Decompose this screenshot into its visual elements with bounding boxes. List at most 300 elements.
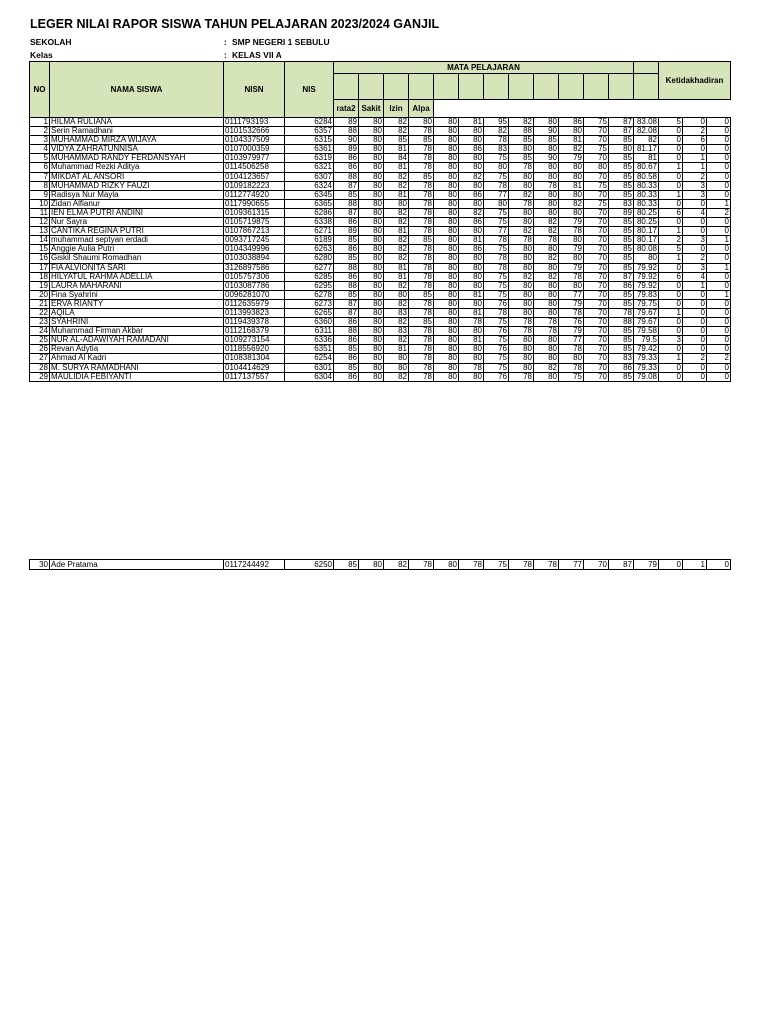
sick-count: 0: [659, 218, 683, 227]
subject-score: 78: [509, 372, 534, 381]
sick-count: 1: [659, 227, 683, 236]
table-row: [30, 281, 731, 290]
sick-count: 0: [659, 327, 683, 336]
subject-score: 85: [409, 172, 434, 181]
subject-score: 85: [509, 136, 534, 145]
subject-score: 80: [434, 354, 459, 363]
col-name-header: NAMA SISWA: [50, 62, 224, 118]
subject-score: 85: [609, 254, 634, 263]
subject-score: 80: [509, 218, 534, 227]
subject-score: 82: [384, 336, 409, 345]
subject-score: 70: [584, 263, 609, 272]
permit-count: 2: [683, 172, 707, 181]
subject-header-cell: [534, 74, 559, 100]
absent-count: 0: [707, 227, 731, 236]
subject-score: 89: [334, 227, 359, 236]
subject-score: 80: [459, 254, 484, 263]
subject-score: 86: [609, 281, 634, 290]
subject-score: 85: [509, 154, 534, 163]
student-name: Muhammad Rezki Aditya: [50, 163, 224, 172]
subject-score: 80: [484, 199, 509, 208]
permit-count: 1: [683, 281, 707, 290]
subject-score: 80: [459, 299, 484, 308]
subject-score: 75: [484, 218, 509, 227]
student-nisn: 0114506258: [224, 163, 285, 172]
student-nis: 6280: [285, 254, 334, 263]
permit-count: 3: [683, 263, 707, 272]
subject-score: 70: [584, 136, 609, 145]
subject-score: 85: [609, 181, 634, 190]
row-number: 2: [30, 127, 50, 136]
subject-score: 85: [609, 327, 634, 336]
permit-count: 0: [683, 199, 707, 208]
subject-score: 80: [509, 345, 534, 354]
student-nisn: 0113993823: [224, 308, 285, 317]
subject-score: 85: [609, 172, 634, 181]
sick-count: 2: [659, 236, 683, 245]
subject-score: 80: [534, 208, 559, 217]
table-row: [30, 336, 731, 345]
student-name: MIKDAT AL ANSORI: [50, 172, 224, 181]
student-nisn: 3126897586: [224, 263, 285, 272]
permit-count: 2: [683, 127, 707, 136]
average-score: 79.75: [634, 299, 659, 308]
permit-count: 0: [683, 218, 707, 227]
student-nis: 6351: [285, 345, 334, 354]
class-value: KELAS VII A: [232, 50, 282, 60]
subject-score: 78: [459, 560, 484, 570]
student-nisn: 0101532666: [224, 127, 285, 136]
sick-count: 5: [659, 245, 683, 254]
subject-score: 81: [384, 263, 409, 272]
subject-score: 90: [534, 127, 559, 136]
subject-score: 80: [359, 190, 384, 199]
subject-score: 81: [459, 290, 484, 299]
subject-score: 78: [409, 208, 434, 217]
subject-header-cell: [484, 74, 509, 100]
subject-score: 75: [484, 318, 509, 327]
row-number: 23: [30, 318, 50, 327]
subject-score: 80: [359, 136, 384, 145]
sick-count: 0: [659, 145, 683, 154]
subjects-header: MATA PELAJARAN: [334, 62, 634, 74]
subject-score: 87: [334, 181, 359, 190]
student-name: NUR AL-ADAWIYAH RAMADANI: [50, 336, 224, 345]
subject-score: 85: [334, 254, 359, 263]
subject-score: 89: [334, 145, 359, 154]
subject-score: 87: [609, 127, 634, 136]
subject-score: 85: [334, 560, 359, 570]
student-name: Muhammad Firman Akbar: [50, 327, 224, 336]
subject-score: 82: [384, 299, 409, 308]
subject-score: 79: [559, 299, 584, 308]
subject-score: 87: [334, 299, 359, 308]
average-score: 79.08: [634, 372, 659, 381]
subject-score: 70: [584, 560, 609, 570]
subject-score: 88: [334, 199, 359, 208]
subject-score: 80: [459, 281, 484, 290]
table-row: [30, 236, 731, 245]
subject-score: 80: [434, 318, 459, 327]
subject-score: 78: [509, 199, 534, 208]
student-name: MUHAMMAD RANDY FERDANSYAH: [50, 154, 224, 163]
col-sick-header: Sakit: [359, 100, 384, 118]
table-row: [30, 145, 731, 154]
subject-score: 75: [584, 118, 609, 127]
subject-score: 80: [359, 172, 384, 181]
student-name: MUHAMMAD MIRZA WIJAYA: [50, 136, 224, 145]
subject-score: 80: [434, 118, 459, 127]
subject-score: 80: [434, 245, 459, 254]
subject-score: 80: [434, 272, 459, 281]
permit-count: 0: [683, 318, 707, 327]
permit-count: 3: [683, 181, 707, 190]
sick-count: 0: [659, 154, 683, 163]
subject-score: 70: [584, 336, 609, 345]
absent-count: 0: [707, 281, 731, 290]
student-name: MAULIDIA FEBIYANTI: [50, 372, 224, 381]
permit-count: 1: [683, 560, 707, 570]
student-name: Revan Adytia: [50, 345, 224, 354]
student-nis: 6273: [285, 299, 334, 308]
table-row: [30, 218, 731, 227]
table-row: [30, 190, 731, 199]
subject-score: 85: [384, 136, 409, 145]
sick-count: 1: [659, 354, 683, 363]
student-nisn: 0109273154: [224, 336, 285, 345]
student-nisn: 0109182223: [224, 181, 285, 190]
subject-score: 80: [359, 218, 384, 227]
subject-score: 87: [334, 208, 359, 217]
table-row: [30, 327, 731, 336]
table-row: [30, 263, 731, 272]
sick-count: 0: [659, 172, 683, 181]
subject-score: 78: [559, 363, 584, 372]
subject-score: 80: [434, 154, 459, 163]
sick-count: 0: [659, 181, 683, 190]
student-nisn: 0117244492: [224, 560, 285, 570]
subject-score: 87: [609, 560, 634, 570]
subject-score: 88: [509, 127, 534, 136]
table-row: [30, 354, 731, 363]
col-permit-header: Izin: [384, 100, 409, 118]
subject-score: 80: [434, 218, 459, 227]
table-row: [30, 345, 731, 354]
absent-count: 0: [707, 190, 731, 199]
student-name: AQILA: [50, 308, 224, 317]
subject-score: 80: [509, 245, 534, 254]
subject-score: 80: [459, 163, 484, 172]
subject-score: 70: [584, 299, 609, 308]
row-number: 21: [30, 299, 50, 308]
average-score: 80.17: [634, 236, 659, 245]
school-label: SEKOLAH: [30, 37, 72, 47]
subject-score: 75: [584, 199, 609, 208]
sick-count: 1: [659, 254, 683, 263]
subject-score: 85: [609, 154, 634, 163]
subject-score: 78: [534, 327, 559, 336]
subject-score: 86: [334, 372, 359, 381]
student-nisn: 0103979977: [224, 154, 285, 163]
student-nisn: 0107867213: [224, 227, 285, 236]
subject-score: 78: [409, 154, 434, 163]
subject-score: 80: [434, 127, 459, 136]
subject-header-cell: [559, 74, 584, 100]
subject-score: 80: [459, 136, 484, 145]
average-score: 79.92: [634, 281, 659, 290]
student-nis: 6301: [285, 363, 334, 372]
subject-score: 70: [584, 327, 609, 336]
subject-score: 78: [484, 254, 509, 263]
table-row: [30, 290, 731, 299]
subject-score: 82: [384, 236, 409, 245]
sick-count: 0: [659, 372, 683, 381]
subject-score: 78: [409, 181, 434, 190]
subject-score: 85: [334, 190, 359, 199]
row-number: 20: [30, 290, 50, 299]
student-nisn: 0096281070: [224, 290, 285, 299]
subject-score: 80: [484, 163, 509, 172]
subject-score: 70: [584, 254, 609, 263]
sick-count: 3: [659, 336, 683, 345]
table-row: [30, 254, 731, 263]
subject-header-cell: [584, 74, 609, 100]
subject-score: 80: [359, 154, 384, 163]
subject-score: 80: [534, 372, 559, 381]
row-number: 26: [30, 345, 50, 354]
subject-score: 85: [609, 299, 634, 308]
subject-score: 80: [534, 199, 559, 208]
subject-score: 80: [359, 345, 384, 354]
student-nisn: 0105757306: [224, 272, 285, 281]
subject-score: 82: [534, 218, 559, 227]
subject-score: 81: [459, 236, 484, 245]
subject-score: 81: [384, 163, 409, 172]
sick-count: 0: [659, 318, 683, 327]
subject-score: 78: [509, 236, 534, 245]
subject-score: 80: [534, 308, 559, 317]
subject-score: 80: [434, 363, 459, 372]
student-nisn: 0093717245: [224, 236, 285, 245]
student-nis: 6285: [285, 272, 334, 281]
sick-count: 1: [659, 190, 683, 199]
row-number: 29: [30, 372, 50, 381]
row-number: 18: [30, 272, 50, 281]
average-score: 79.92: [634, 263, 659, 272]
absent-count: 0: [707, 154, 731, 163]
subject-score: 80: [459, 327, 484, 336]
student-name: Giskil Shaumi Romadhan: [50, 254, 224, 263]
row-number: 4: [30, 145, 50, 154]
subject-score: 78: [409, 245, 434, 254]
subject-score: 80: [509, 181, 534, 190]
student-nisn: 0109361315: [224, 208, 285, 217]
subject-score: 85: [334, 345, 359, 354]
subject-score: 78: [559, 345, 584, 354]
subject-score: 80: [534, 290, 559, 299]
subject-score: 80: [584, 163, 609, 172]
permit-count: 0: [683, 327, 707, 336]
subject-score: 78: [409, 345, 434, 354]
subject-score: 80: [534, 118, 559, 127]
subject-score: 85: [334, 363, 359, 372]
subject-score: 80: [359, 363, 384, 372]
absent-count: 0: [707, 299, 731, 308]
subject-score: 83: [384, 308, 409, 317]
student-nis: 6338: [285, 218, 334, 227]
subject-score: 82: [384, 172, 409, 181]
subject-score: 80: [559, 281, 584, 290]
subject-score: 80: [434, 299, 459, 308]
subject-score: 70: [584, 218, 609, 227]
absent-count: 2: [707, 208, 731, 217]
subject-score: 80: [359, 227, 384, 236]
student-nis: 6311: [285, 327, 334, 336]
row-number: 7: [30, 172, 50, 181]
subject-score: 80: [434, 372, 459, 381]
row-number: 15: [30, 245, 50, 254]
subject-score: 80: [459, 227, 484, 236]
subject-score: 80: [509, 145, 534, 154]
subject-score: 80: [359, 145, 384, 154]
permit-count: 0: [683, 308, 707, 317]
subject-score: 80: [559, 127, 584, 136]
average-score: 80.33: [634, 199, 659, 208]
average-score: 82.08: [634, 127, 659, 136]
student-name: SYAHRINI: [50, 318, 224, 327]
student-name: CANTIKA REGINA PUTRI: [50, 227, 224, 236]
subject-score: 82: [534, 254, 559, 263]
table-row: [30, 227, 731, 236]
class-label: Kelas: [30, 50, 53, 60]
subject-score: 79: [559, 245, 584, 254]
average-score: 79.67: [634, 318, 659, 327]
subject-score: 78: [409, 227, 434, 236]
subject-score: 85: [534, 136, 559, 145]
permit-count: 0: [683, 227, 707, 236]
subject-score: 78: [409, 281, 434, 290]
subject-score: 80: [534, 263, 559, 272]
student-name: HILYATUL RAHMA ADELLIA: [50, 272, 224, 281]
student-nisn: 0103087786: [224, 281, 285, 290]
student-nis: 6189: [285, 236, 334, 245]
subject-score: 89: [334, 118, 359, 127]
subject-score: 70: [584, 318, 609, 327]
subject-score: 80: [559, 208, 584, 217]
subject-score: 80: [434, 290, 459, 299]
subject-score: 77: [484, 227, 509, 236]
subject-score: 80: [359, 299, 384, 308]
absent-count: 1: [707, 199, 731, 208]
average-score: 80.25: [634, 208, 659, 217]
average-score: 80.33: [634, 181, 659, 190]
subject-score: 75: [484, 272, 509, 281]
subject-score: 75: [484, 354, 509, 363]
subject-score: 86: [334, 154, 359, 163]
student-nisn: 0104349996: [224, 245, 285, 254]
student-name: VIDYA ZAHRATUNNISA: [50, 145, 224, 154]
subject-score: 80: [434, 136, 459, 145]
grades-table: [29, 61, 731, 382]
subject-score: 77: [559, 290, 584, 299]
subject-score: 80: [434, 145, 459, 154]
row-number: 22: [30, 308, 50, 317]
student-name: HILMA RULIANA: [50, 118, 224, 127]
subject-score: 77: [559, 560, 584, 570]
page-title: LEGER NILAI RAPOR SISWA TAHUN PELAJARAN 2023/2024 GANJIL: [30, 17, 440, 31]
table-row: [30, 199, 731, 208]
student-nis: 6315: [285, 136, 334, 145]
subject-score: 78: [534, 181, 559, 190]
subject-score: 80: [534, 345, 559, 354]
col-absent-header: Alpa: [409, 100, 434, 118]
student-nis: 6295: [285, 281, 334, 290]
subject-score: 75: [484, 208, 509, 217]
subject-score: 80: [534, 336, 559, 345]
permit-count: 1: [683, 163, 707, 172]
class-separator: :: [224, 50, 227, 60]
subject-score: 80: [434, 190, 459, 199]
subject-score: 82: [484, 127, 509, 136]
row-number: 10: [30, 199, 50, 208]
student-nisn: 0118556920: [224, 345, 285, 354]
permit-count: 4: [683, 208, 707, 217]
subject-score: 85: [409, 318, 434, 327]
subject-score: 84: [384, 154, 409, 163]
subject-score: 80: [559, 172, 584, 181]
row-number: 19: [30, 281, 50, 290]
sick-count: 1: [659, 163, 683, 172]
average-score: 80.08: [634, 245, 659, 254]
row-number: 9: [30, 190, 50, 199]
average-score: 80.33: [634, 190, 659, 199]
subject-score: 80: [559, 163, 584, 172]
subject-score: 78: [409, 372, 434, 381]
subject-score: 78: [484, 263, 509, 272]
sick-count: 6: [659, 208, 683, 217]
average-score: 79.58: [634, 327, 659, 336]
row-number: 17: [30, 263, 50, 272]
subject-score: 78: [409, 218, 434, 227]
subject-score: 75: [484, 245, 509, 254]
student-nis: 6360: [285, 318, 334, 327]
subject-score: 78: [409, 336, 434, 345]
row-number: 24: [30, 327, 50, 336]
subject-score: 85: [609, 218, 634, 227]
permit-count: 0: [683, 363, 707, 372]
student-nisn: 0107000359: [224, 145, 285, 154]
subject-score: 81: [384, 145, 409, 154]
average-score: 80.25: [634, 218, 659, 227]
subject-score: 80: [509, 208, 534, 217]
subject-score: 80: [434, 308, 459, 317]
table-row: [30, 181, 731, 190]
row-number: 14: [30, 236, 50, 245]
table-row: [30, 363, 731, 372]
subject-score: 80: [359, 281, 384, 290]
subject-score: 80: [559, 190, 584, 199]
absent-count: 1: [707, 290, 731, 299]
subject-score: 80: [534, 190, 559, 199]
subject-score: 70: [584, 272, 609, 281]
permit-count: 1: [683, 154, 707, 163]
subject-score: 70: [584, 308, 609, 317]
subject-score: 70: [584, 281, 609, 290]
subject-score: 82: [534, 363, 559, 372]
subject-score: 78: [484, 181, 509, 190]
subject-score: 80: [359, 354, 384, 363]
subject-score: 85: [609, 227, 634, 236]
